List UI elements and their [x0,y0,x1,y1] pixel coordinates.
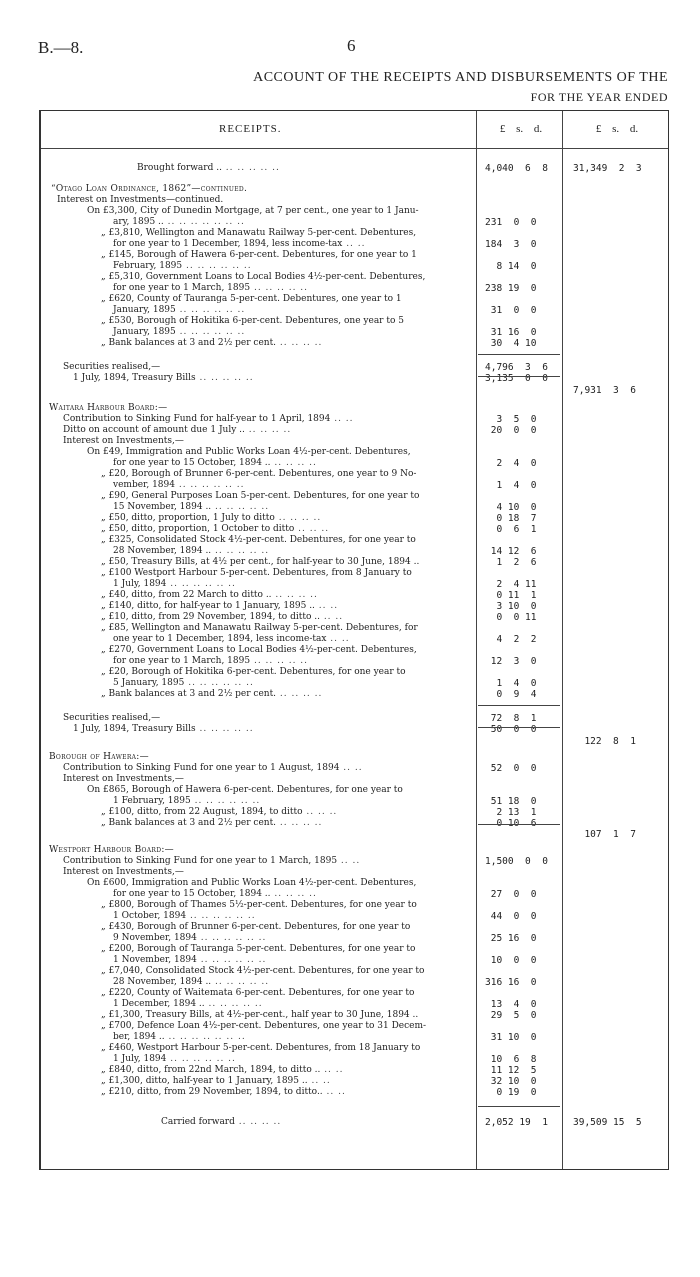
leader-dots: .. .. .. .. .. [211,977,270,987]
amount-cell: 1 4 0 [485,480,537,491]
amount-cell: 0 10 6 [485,818,537,829]
amount-cell: 316 16 0 [485,977,537,988]
ledger-row [41,1086,671,1099]
row-description: „ £430, Borough of Brunner 6-per-cent. Debentures, for one year to [101,922,411,932]
receipts-column-header: RECEIPTS. [219,123,282,135]
amount-cell: 4,796 3 6 [485,362,548,373]
page-number: 6 [347,36,356,55]
row-description: „ £50, ditto, proportion, 1 October to ditto .. .. .. [101,524,330,534]
leader-dots: .. .. .. .. [271,590,318,600]
row-description: January, 1895 .. .. .. .. .. .. [113,327,246,337]
row-description: 1 October, 1894 .. .. .. .. .. .. [113,911,256,921]
amount-cell: 0 19 0 [485,1087,537,1098]
amount-cell: 4,040 6 8 [485,163,548,174]
row-description: „ £1,300, Treasury Bills, at 4½-per-cent., half year to 30 June, 1894 .. [101,1010,419,1020]
row-description: „ £85, Wellington and Manawatu Railway 5-per-cent. Debentures, for [101,623,418,633]
ledger-row [41,384,671,397]
row-description: „ Bank balances at 3 and 2½ per cent. .. .. .. .. [101,818,323,828]
amount-cell: 72 8 1 [485,713,537,724]
row-description: „ £220, County of Waitemata 6-per-cent. Debentures, for one year to [101,988,415,998]
row-description: „ £10, ditto, from 29 November, 1894, to ditto .. .. .. [101,612,344,622]
leader-dots: .. .. .. .. .. [250,656,309,666]
subtotal-rule [478,824,560,825]
amount-cell: 20 0 0 [485,425,537,436]
row-description: 1 July, 1894 .. .. .. .. .. .. [113,1054,236,1064]
row-description: February, 1895 .. .. .. .. .. .. [113,261,252,271]
amount-cell: 0 18 7 [485,513,537,524]
row-description: January, 1895 .. .. .. .. .. .. [113,305,246,315]
leader-dots: .. .. .. .. .. [250,283,309,293]
leader-dots: .. .. .. .. .. .. [175,327,246,337]
row-description: for one year to 1 December, 1894, less income-tax .. .. [113,239,366,249]
leader-dots: .. .. .. .. [276,689,323,699]
row-description: 9 November, 1894 .. .. .. .. .. .. [113,933,267,943]
leader-dots: .. .. .. .. .. .. [166,1054,236,1064]
row-description: 1 November, 1894 .. .. .. .. .. .. [113,955,267,965]
leader-dots: .. .. .. .. [274,513,322,523]
row-description: Contribution to Sinking Fund for one year to 1 March, 1895 .. .. [63,856,361,866]
page-title: ACCOUNT OF THE RECEIPTS AND DISBURSEMENTS OF THE [253,70,668,85]
leader-dots: .. .. .. .. .. [221,163,280,173]
total-cell: 107 1 7 [573,829,636,840]
header-divider [41,148,668,149]
amount-cell: 2 13 1 [485,807,537,818]
row-description: Contribution to Sinking Fund for one year to 1 August, 1894 .. .. [63,763,363,773]
row-description: Interest on Investments,— [63,436,184,446]
amount-cell: 31 16 0 [485,327,537,338]
leader-dots: .. .. .. .. [234,1117,282,1127]
row-description: Brought forward .. .. .. .. .. .. [137,163,280,173]
leader-dots: .. .. [320,1065,344,1075]
amount-cell: 31 10 0 [485,1032,537,1043]
row-description: „ £5,310, Government Loans to Local Bodies 4½-per-cent. Debentures, [101,272,426,282]
leader-dots: .. .. .. .. .. [195,724,254,734]
row-description: for one year to 1 March, 1895 .. .. .. .. .. [113,656,309,666]
amount-cell: 3 5 0 [485,414,537,425]
subtotal-rule [478,727,560,728]
leader-dots: .. .. .. .. [276,818,323,828]
leader-dots: .. .. [307,1076,331,1086]
leader-dots: .. .. [322,1087,346,1097]
row-description: „ £270, Government Loans to Local Bodies 4½-per-cent. Debentures, [101,645,417,655]
amount-cell: 44 0 0 [485,911,537,922]
row-description: „ £530, Borough of Hokitika 6-per-cent. Debentures, one year to 5 [101,316,404,326]
row-description: ary, 1895 .. .. .. .. .. .. .. .. [113,217,245,227]
row-description: 15 November, 1894 .. .. .. .. .. .. [113,502,270,512]
total-cell: 39,509 15 5 [573,1117,642,1128]
amount-cell: 4 2 2 [485,634,537,645]
leader-dots: .. .. .. .. .. [204,999,263,1009]
row-description: „ £20, Borough of Brunner 6-per-cent. Debentures, one year to 9 No- [101,469,417,479]
leader-dots: .. .. .. .. .. [211,502,270,512]
amount-cell: 10 0 0 [485,955,537,966]
amount-cell: 31 0 0 [485,305,537,316]
amount-cell: 1,500 0 0 [485,856,548,867]
row-description: vember, 1894 .. .. .. .. .. .. [113,480,245,490]
row-description: „ £200, Borough of Tauranga 5-per-cent. Debentures, for one year to [101,944,416,954]
row-description: „ £140, ditto, for half-year to 1 January, 1895 .. .. .. [101,601,339,611]
amount-cell: 0 0 11 [485,612,537,623]
row-description: Interest on Investments,— [63,867,184,877]
row-description: „ £210, ditto, from 29 November, 1894, to ditto.. .. .. [101,1087,346,1097]
row-description: Interest on Investments—continued. [57,195,224,205]
row-description: 5 January, 1895 .. .. .. .. .. .. [113,678,254,688]
leader-dots: .. .. .. .. .. .. [175,305,246,315]
amount-cell: 2 4 11 [485,579,537,590]
leader-dots: .. .. [330,414,354,424]
row-description: „ £50, ditto, proportion, 1 July to ditto .. .. .. .. [101,513,322,523]
total-cell: 31,349 2 3 [573,163,642,174]
leader-dots: .. .. [337,856,361,866]
row-description: „ £3,810, Wellington and Manawatu Railway 5-per-cent. Debentures, [101,228,417,238]
row-description: 1 July, 1894, Treasury Bills .. .. .. .. .. [73,373,254,383]
row-description: 28 November, 1894 .. .. .. .. .. .. [113,977,270,987]
row-description: „ £840, ditto, from 22nd March, 1894, to ditto .. .. .. [101,1065,344,1075]
leader-dots: .. .. [326,634,350,644]
amount-cell: 184 3 0 [485,239,537,250]
leader-dots: .. .. .. .. [244,425,292,435]
row-description: Contribution to Sinking Fund for half-year to 1 April, 1894 .. .. [63,414,354,424]
amount-cell: 10 6 8 [485,1054,537,1065]
row-description: for one year to 15 October, 1894 .. .. .. .. .. [113,889,317,899]
amount-cell: 30 4 10 [485,338,537,349]
leader-dots: .. .. .. [294,524,330,534]
leader-dots: .. .. .. .. .. [211,546,270,556]
leader-dots: .. .. .. .. .. .. [190,796,261,806]
row-description: Borough of Hawera:— [49,752,149,762]
amount-cell: 50 0 0 [485,724,537,735]
row-description: On £865, Borough of Hawera 6-per-cent. Debentures, for one year to [87,785,403,795]
leader-dots: .. .. .. .. .. .. [174,480,245,490]
subtotal-rule [478,705,560,706]
total-cell: 122 8 1 [573,736,636,747]
ledger-row [41,735,671,748]
leader-dots: .. .. .. .. .. .. [166,579,236,589]
row-description: „ £700, Defence Loan 4½-per-cent. Debentures, one year to 31 Decem- [101,1021,427,1031]
amount-cell: 1 4 0 [485,678,537,689]
row-description: Carried forward .. .. .. .. [161,1117,282,1127]
row-description: one year to 1 December, 1894, less income-tax .. .. [113,634,350,644]
leader-dots: .. .. [342,239,366,249]
leader-dots: .. .. .. .. .. .. [196,933,267,943]
leader-dots: .. .. .. .. .. .. [182,261,252,271]
row-description: „ £40, ditto, from 22 March to ditto .. .. .. .. .. [101,590,318,600]
leader-dots: .. .. [319,612,344,622]
leader-dots: .. .. [314,601,339,611]
leader-dots: .. .. .. .. .. .. [186,911,256,921]
leader-dots: .. .. .. .. [270,458,317,468]
row-description: Ditto on account of amount due 1 July .. .. .. .. .. [63,425,292,435]
row-description: 1 December, 1894 .. .. .. .. .. .. [113,999,263,1009]
row-description: „ £7,040, Consolidated Stock 4½-per-cent. Debentures, for one year to [101,966,425,976]
row-description: 1 July, 1894 .. .. .. .. .. .. [113,579,236,589]
amount-cell: 2 4 0 [485,458,537,469]
ledger-row [41,828,671,841]
row-description: „ £50, Treasury Bills, at 4½ per cent., for half-year to 30 June, 1894 .. [101,557,420,567]
leader-dots: .. .. .. .. .. .. [184,678,254,688]
amount-cell: 52 0 0 [485,763,537,774]
row-description: „ £620, County of Tauranga 5-per-cent. Debentures, one year to 1 [101,294,402,304]
leader-dots: .. .. .. [302,807,338,817]
amount-cell: 238 19 0 [485,283,537,294]
row-description: Interest on Investments,— [63,774,184,784]
amount-cell: 14 12 6 [485,546,537,557]
row-description: Waitara Harbour Board:— [49,403,168,413]
row-description: „ £460, Westport Harbour 5-per-cent. Debentures, from 18 January to [101,1043,421,1053]
row-description: 1 July, 1894, Treasury Bills .. .. .. .. .. [73,724,254,734]
row-description: „ £90, General Purposes Loan 5-per-cent. Debentures, for one year to [101,491,420,501]
row-description: 28 November, 1894 .. .. .. .. .. .. [113,546,270,556]
row-description: Securities realised,— [63,713,161,723]
amount-cell: 11 12 5 [485,1065,537,1076]
row-description: „ Bank balances at 3 and 2½ per cent. .. .. .. .. [101,689,323,699]
ledger-row [41,337,671,350]
amount-cell: 29 5 0 [485,1010,537,1021]
subtotal-rule [478,1106,560,1107]
row-description: 1 February, 1895 .. .. .. .. .. .. [113,796,261,806]
row-description: „ £800, Borough of Thames 5½-per-cent. Debentures, for one year to [101,900,417,910]
row-description: On £49, Immigration and Public Works Loan 4½-per-cent. Debentures, [87,447,411,457]
leader-dots: .. .. .. .. .. .. [196,955,267,965]
row-description: Securities realised,— [63,362,161,372]
amount-cell: 2,052 19 1 [485,1117,548,1128]
amount-cell: 8 14 0 [485,261,537,272]
row-description: „ Bank balances at 3 and 2½ per cent. .. .. .. .. [101,338,323,348]
row-description: “Otago Loan Ordinance, 1862”—continued. [51,184,248,194]
amount-column-header: £ s. d. [499,123,543,135]
page-subtitle: FOR THE YEAR ENDED [530,90,668,104]
amount-cell: 25 16 0 [485,933,537,944]
leader-dots: .. .. .. .. [276,338,323,348]
row-description: „ £100 Westport Harbour 5-per-cent. Debentures, from 8 January to [101,568,412,578]
row-description: „ £145, Borough of Hawera 6-per-cent. Debentures, for one year to 1 [101,250,417,260]
total-column-header: £ s. d. [595,123,639,135]
row-description: On £600, Immigration and Public Works Loan 4½-per-cent. Debentures, [87,878,417,888]
row-description: Westport Harbour Board:— [49,845,174,855]
subtotal-rule [478,354,560,355]
row-description: „ £1,300, ditto, half-year to 1 January, 1895 .. .. .. [101,1076,331,1086]
amount-cell: 12 3 0 [485,656,537,667]
amount-cell: 0 11 1 [485,590,537,601]
receipts-table [39,110,669,1170]
leader-dots: .. .. .. .. .. [195,373,254,383]
row-description: ber, 1894 .. .. .. .. .. .. .. .. [113,1032,246,1042]
row-description: for one year to 15 October, 1894 .. .. .. .. .. [113,458,317,468]
leader-dots: .. .. .. .. .. .. .. [164,1032,246,1042]
ledger-row [41,688,671,701]
amount-cell: 51 18 0 [485,796,537,807]
total-cell: 7,931 3 6 [573,385,636,396]
amount-cell: 3 10 0 [485,601,537,612]
leader-dots: .. .. .. .. .. .. .. [163,217,245,227]
row-description: for one year to 1 March, 1895 .. .. .. .. .. [113,283,309,293]
row-description: „ £325, Consolidated Stock 4½-per-cent. Debentures, for one year to [101,535,416,545]
amount-cell: 0 9 4 [485,689,537,700]
row-description: „ £20, Borough of Hokitika 6-per-cent. Debentures, for one year to [101,667,406,677]
amount-cell: 32 10 0 [485,1076,537,1087]
leader-dots: .. .. [339,763,363,773]
amount-cell: 0 6 1 [485,524,537,535]
amount-cell: 1 2 6 [485,557,537,568]
amount-cell: 3,135 0 0 [485,373,548,384]
amount-cell: 231 0 0 [485,217,537,228]
row-description: „ £100, ditto, from 22 August, 1894, to ditto .. .. .. [101,807,338,817]
leader-dots: .. .. .. .. [270,889,317,899]
amount-cell: 13 4 0 [485,999,537,1010]
amount-cell: 4 10 0 [485,502,537,513]
ledger-row [41,162,671,175]
row-description: On £3,300, City of Dunedin Mortgage, at 7 per cent., one year to 1 Janu- [87,206,419,216]
ledger-row [41,1116,671,1129]
amount-cell: 27 0 0 [485,889,537,900]
subtotal-rule [478,376,560,377]
page-reference: B.—8. [38,38,84,57]
